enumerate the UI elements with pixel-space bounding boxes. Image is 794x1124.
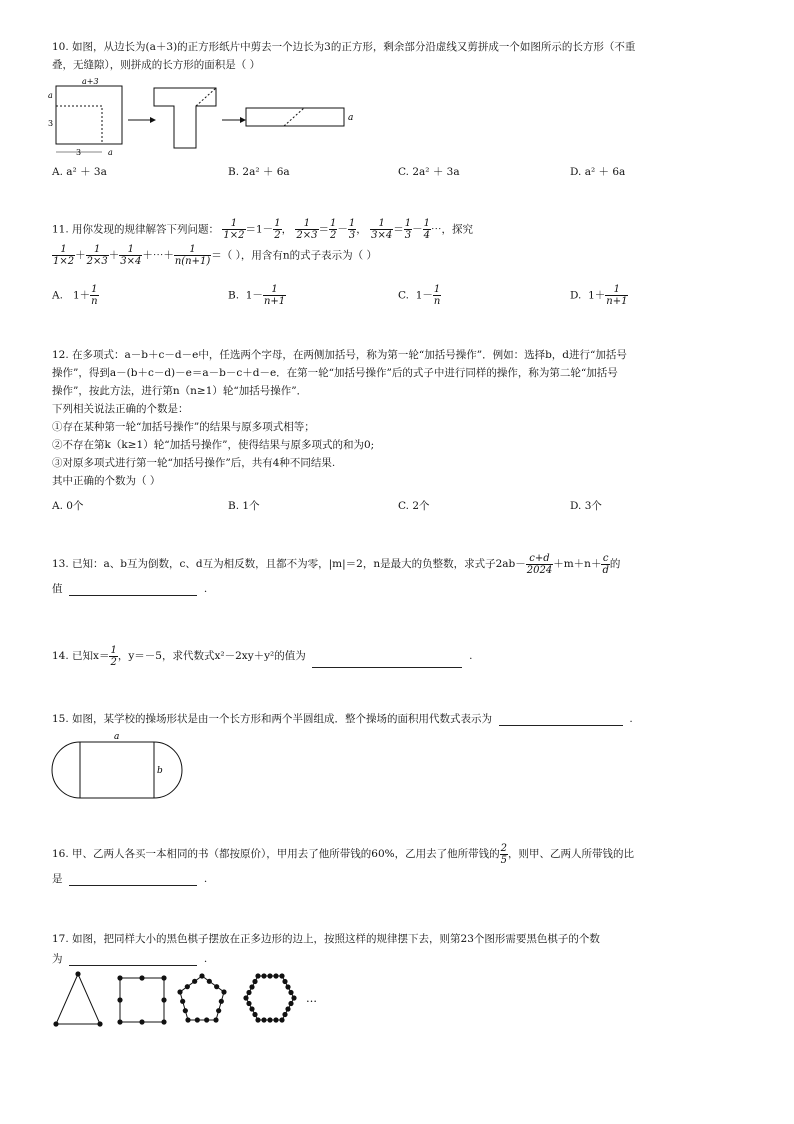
q10-fig-bottom-a: a <box>108 148 113 156</box>
chess-piece <box>249 984 254 989</box>
q10-text-line1: 10. 如图，从边长为(a＋3)的正方形纸片中剪去一个边长为3的正方形，剩余部分沿虚线又剪拼成一个如图所示的长方形（不重 <box>52 41 636 53</box>
chess-piece <box>246 1001 251 1006</box>
chess-piece <box>267 1017 272 1022</box>
q12-option-b[interactable]: B. 1个 <box>228 500 260 512</box>
q12-option-d[interactable]: D. 3个 <box>570 500 602 512</box>
q15-line1: 15. 如图，某学校的操场形状是由一个长方形和两个半圆组成．整个操场的面积用代数式表示为 . <box>52 713 633 725</box>
q11-option-c[interactable]: C. 1－ $\frac{1}{n}$ <box>398 284 441 307</box>
chess-piece <box>161 1019 166 1024</box>
q11-line1: 11. 用你发现的规律解答下列问题： $\frac{1}{1\times 2}$ ＝1－ $\frac{1}{2}$ ， $\frac{1}{2\times 3}$ ＝ $\frac{1}{2}$ － $\frac{1}{3}$ ， $\frac{1}{3\times 4}$ ＝ $\frac{1}{3}$ － $\frac{1}{4}$ ⋯，探究 <box>52 218 473 241</box>
q12-option-a[interactable]: A. 0个 <box>52 500 84 512</box>
chess-piece <box>183 1008 188 1013</box>
chess-piece <box>249 1006 254 1011</box>
q15-answer-blank[interactable] <box>499 714 623 726</box>
q12-statement-1: ①存在某种第一轮“加括号操作”的结果与原多项式相等； <box>52 421 315 433</box>
q17-line1: 17. 如图，把同样大小的黑色棋子摆放在正多边形的边上，按照这样的规律摆下去，则第23个图形需要黑色棋子的个数 <box>52 933 600 945</box>
q15-playground-figure <box>50 730 190 802</box>
chess-piece <box>267 973 272 978</box>
q11-eq1: ＝1－ <box>245 223 274 236</box>
q11-frac-1-2x3: $\frac{1}{2\times 3}$ <box>296 218 318 241</box>
q11-eq3: ＝ <box>393 223 404 236</box>
chess-piece <box>285 1006 290 1011</box>
q11-frac-1-3x4: $\frac{1}{3\times 4}$ <box>371 218 393 241</box>
chess-piece <box>207 979 212 984</box>
q15-fig-label-b: b <box>157 766 163 776</box>
chess-piece <box>221 989 226 994</box>
chess-piece <box>199 973 204 978</box>
q14-line1: 14. 已知x＝ $\frac{1}{2}$ ，y＝－5，求代数式x²－2xy＋y²的值为 . <box>52 644 473 668</box>
q11-line2: $\frac{1}{1\times 2}$ ＋ $\frac{1}{2\times 3}$ ＋ $\frac{1}{3\times 4}$ ＋⋯＋ $\frac{1}{n(n+1)}$ ＝（ ），用含有n的式子表示为（ ） <box>53 244 377 267</box>
q12-line3: 操作”，按此方法，进行第n（n≥1）轮“加括号操作”． <box>52 385 308 397</box>
q11-ellipsis: ＋⋯＋ <box>142 249 174 262</box>
q16-answer-blank[interactable] <box>69 874 197 886</box>
q11-frac-1-3b: $\frac{1}{3}$ <box>404 218 412 241</box>
q11-line2-tail: ＝（ ），用含有n的式子表示为（ ） <box>211 249 377 262</box>
q12-option-c[interactable]: C. 2个 <box>398 500 430 512</box>
chess-piece <box>246 990 251 995</box>
q14-frac-1-2: $\frac{1}{2}$ <box>110 644 117 668</box>
q17-ellipsis: … <box>306 992 317 1005</box>
chess-piece <box>213 1017 218 1022</box>
chess-piece <box>139 975 144 980</box>
chess-piece <box>185 984 190 989</box>
chess-piece <box>261 973 266 978</box>
q11-frac-1-4: $\frac{1}{4}$ <box>423 218 430 241</box>
q10-fig-left-a: a <box>48 91 53 100</box>
q12-line2: 操作”，得到a－(b＋c－d)－e＝a－b－c＋d－e．在第一轮“加括号操作”后的式子中进行同样的操作，称为第二轮“加括号 <box>52 367 618 379</box>
q16-line2: 是 . <box>52 873 208 885</box>
q10-figure <box>46 76 376 156</box>
q11-sum-frac-nn1: $\frac{1}{n(n+1)}$ <box>174 244 211 267</box>
q11-frac-1-1x2: $\frac{1}{1\times 2}$ <box>223 218 245 241</box>
q10-text-line2: 叠，无缝隙），则拼成的长方形的面积是（ ） <box>52 59 261 71</box>
chess-piece <box>252 979 257 984</box>
q12-statement-3: ③对原多项式进行第一轮“加括号操作”后，共有4种不同结果. <box>52 457 336 469</box>
q12-line1: 12. 在多项式：a－b＋c－d－e中，任选两个字母，在两侧加括号，称为第一轮“加括号操作”．例如：选择b，d进行“加括号 <box>52 349 627 361</box>
q12-statement-2: ②不存在第k（k≥1）轮“加括号操作”，使得结果与原多项式的和为0; <box>52 439 375 451</box>
chess-piece <box>214 984 219 989</box>
q16-frac-2-5: $\frac{2}{5}$ <box>500 842 507 866</box>
q11-option-d[interactable]: D. 1＋ $\frac{1}{n+1}$ <box>570 284 628 307</box>
q13-frac-cd-2024: $\frac{c+d}{2024}$ <box>526 552 553 576</box>
chess-piece <box>117 975 122 980</box>
q10-fig-top: a+3 <box>82 77 99 86</box>
q10-fig-bottom-3: 3 <box>76 148 82 156</box>
chess-piece <box>75 971 80 976</box>
chess-piece <box>192 979 197 984</box>
chess-piece <box>282 979 287 984</box>
q16-line1: 16. 甲、乙两人各买一本相同的书（都按原价），甲用去了他所带钱的60%，乙用去了他所带钱的 $\frac{2}{5}$ ，则甲、乙两人所带钱的比 <box>52 842 634 866</box>
chess-piece <box>279 973 284 978</box>
q13-answer-blank[interactable] <box>69 584 197 596</box>
q10-option-d[interactable]: D. a² ＋ 6a <box>570 166 626 178</box>
q11-sum-frac-2x3: $\frac{1}{2\times 3}$ <box>86 244 108 267</box>
chess-piece <box>97 1021 102 1026</box>
q13-line2: 值 . <box>52 583 208 595</box>
q10-fig-right-a: a <box>348 113 354 123</box>
q11-tail: ⋯，探究 <box>430 223 473 236</box>
q17-polygon-figures <box>46 966 336 1030</box>
q11-lead: 11. 用你发现的规律解答下列问题： <box>52 223 220 236</box>
chess-piece <box>273 1017 278 1022</box>
chess-piece <box>219 999 224 1004</box>
chess-piece <box>53 1021 58 1026</box>
chess-piece <box>273 973 278 978</box>
chess-piece <box>282 1012 287 1017</box>
q10-option-c[interactable]: C. 2a² ＋ 3a <box>398 166 460 178</box>
chess-piece <box>252 1012 257 1017</box>
chess-piece <box>161 975 166 980</box>
q17-chess-pieces <box>53 971 296 1026</box>
q11-eq2: ＝ <box>318 223 330 236</box>
chess-piece <box>288 990 293 995</box>
chess-piece <box>117 1019 122 1024</box>
chess-piece <box>291 995 296 1000</box>
chess-piece <box>285 984 290 989</box>
chess-piece <box>255 973 260 978</box>
chess-piece <box>117 997 122 1002</box>
q11-sum-frac-3x4: $\frac{1}{3\times 4}$ <box>120 244 142 267</box>
q11-frac-1-2b: $\frac{1}{2}$ <box>330 218 337 241</box>
chess-piece <box>255 1017 260 1022</box>
chess-piece <box>180 999 185 1004</box>
q13-frac-c-d: $\frac{c}{d}$ <box>602 552 609 576</box>
q17-pentagon <box>180 976 224 1020</box>
chess-piece <box>161 997 166 1002</box>
q11-frac-1-2: $\frac{1}{2}$ <box>274 218 281 241</box>
q11-frac-1-3: $\frac{1}{3}$ <box>348 218 356 241</box>
q10-fig-left-3: 3 <box>48 119 54 128</box>
chess-piece <box>288 1001 293 1006</box>
q17-square <box>120 978 164 1022</box>
chess-piece <box>261 1017 266 1022</box>
chess-piece <box>279 1017 284 1022</box>
q12-line8: 其中正确的个数为（ ） <box>52 475 161 487</box>
chess-piece <box>177 989 182 994</box>
q11-option-a[interactable]: A. 1＋ $\frac{1}{n}$ <box>52 284 98 307</box>
q10-option-a[interactable]: A. a² ＋ 3a <box>52 166 107 178</box>
q17-line2: 为 . <box>52 953 208 965</box>
q10-option-b[interactable]: B. 2a² ＋ 6a <box>228 166 290 178</box>
q11-option-b[interactable]: B. 1－ $\frac{1}{n+1}$ <box>228 284 286 307</box>
chess-piece <box>216 1008 221 1013</box>
q12-line4: 下列相关说法正确的个数是： <box>52 403 189 415</box>
chess-piece <box>195 1017 200 1022</box>
q14-answer-blank[interactable] <box>312 656 462 668</box>
chess-piece <box>139 1019 144 1024</box>
q17-triangle <box>56 974 100 1024</box>
chess-piece <box>243 995 248 1000</box>
chess-piece <box>204 1017 209 1022</box>
q15-fig-label-a: a <box>114 732 120 742</box>
q11-sum-frac-1x2: $\frac{1}{1\times 2}$ <box>53 244 75 267</box>
chess-piece <box>185 1017 190 1022</box>
q13-line1: 13. 已知：a、b互为倒数，c、d互为相反数，且都不为零，|m|＝2，n是最大的负整数，求式子2ab－ $\frac{c+d}{2024}$ ＋m＋n＋ $\frac{c}{d}$ 的 <box>52 552 621 576</box>
q17-answer-blank[interactable] <box>69 954 197 966</box>
